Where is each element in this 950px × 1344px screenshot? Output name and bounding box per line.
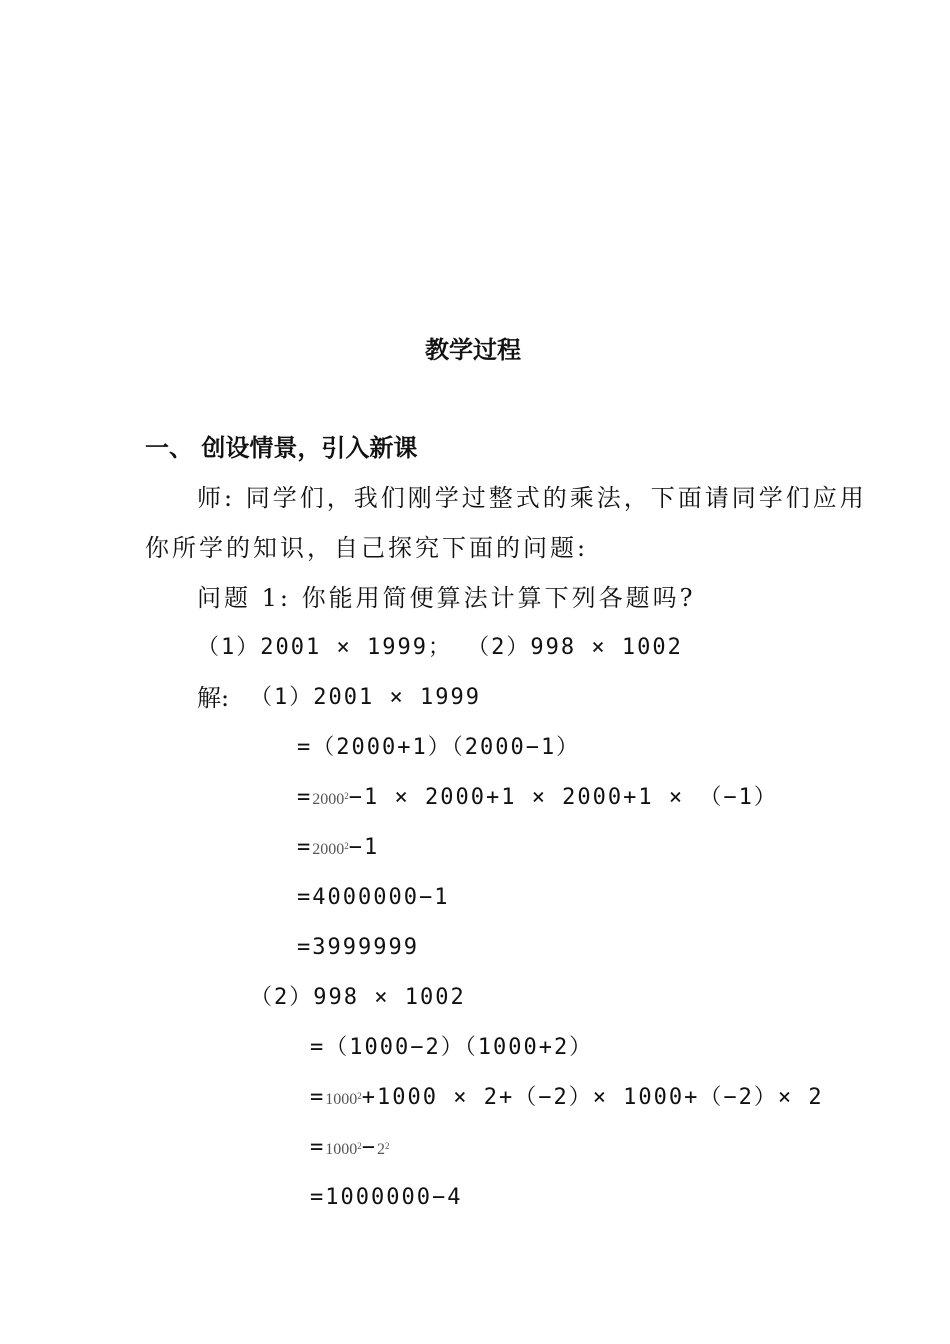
part1-step-4: =4000000−1 xyxy=(297,885,450,910)
part2-step-2 xyxy=(310,1083,824,1115)
problem-items: （1）2001 × 1999； （2）998 × 1002 xyxy=(197,635,683,660)
part1-step-1: =（2000+1）（2000−1） xyxy=(297,735,581,760)
part1-step-2 xyxy=(297,783,778,815)
part1-step-5: =3999999 xyxy=(297,935,419,960)
intro-paragraph-line-1: 师: 同学们，我们刚学过整式的乘法，下面请同学们应用 xyxy=(197,484,867,512)
solution-prefix: 解: xyxy=(197,684,230,712)
equals-sign: = xyxy=(310,1135,326,1160)
part1-step-3 xyxy=(297,833,379,865)
page-title: 教学过程 xyxy=(425,336,521,364)
part1-header: （1）2001 × 1999 xyxy=(250,685,481,710)
part2-header: （2）998 × 1002 xyxy=(250,985,466,1010)
part2-step-3 xyxy=(310,1133,390,1165)
expression-rest: −1 xyxy=(348,835,380,860)
expression-rest: −1 × 2000+1 × 2000+1 × （−1） xyxy=(348,785,778,810)
minus-sign: − xyxy=(361,1135,377,1160)
equals-sign: = xyxy=(297,835,313,860)
intro-paragraph-line-2: 你所学的知识，自己探究下面的问题: xyxy=(145,534,589,562)
expression-rest: +1000 × 2+（−2）× 1000+（−2）× 2 xyxy=(361,1085,824,1110)
power-term: 1000$^2$ xyxy=(325,1141,362,1158)
power-term: 2000$^2$ xyxy=(312,841,349,858)
equals-sign: = xyxy=(297,785,313,810)
equals-sign: = xyxy=(310,1085,326,1110)
section-heading: 一、 创设情景，引入新课 xyxy=(145,434,418,462)
power-term: $2^2$ xyxy=(377,1141,390,1158)
part2-step-1: =（1000−2）（1000+2） xyxy=(310,1035,594,1060)
power-term: 2000$^2$ xyxy=(312,791,349,808)
power-term: 1000$^2$ xyxy=(325,1091,362,1108)
problem-label: 问题 1: 你能用简便算法计算下列各题吗? xyxy=(197,584,696,612)
part2-step-4: =1000000−4 xyxy=(310,1185,463,1210)
